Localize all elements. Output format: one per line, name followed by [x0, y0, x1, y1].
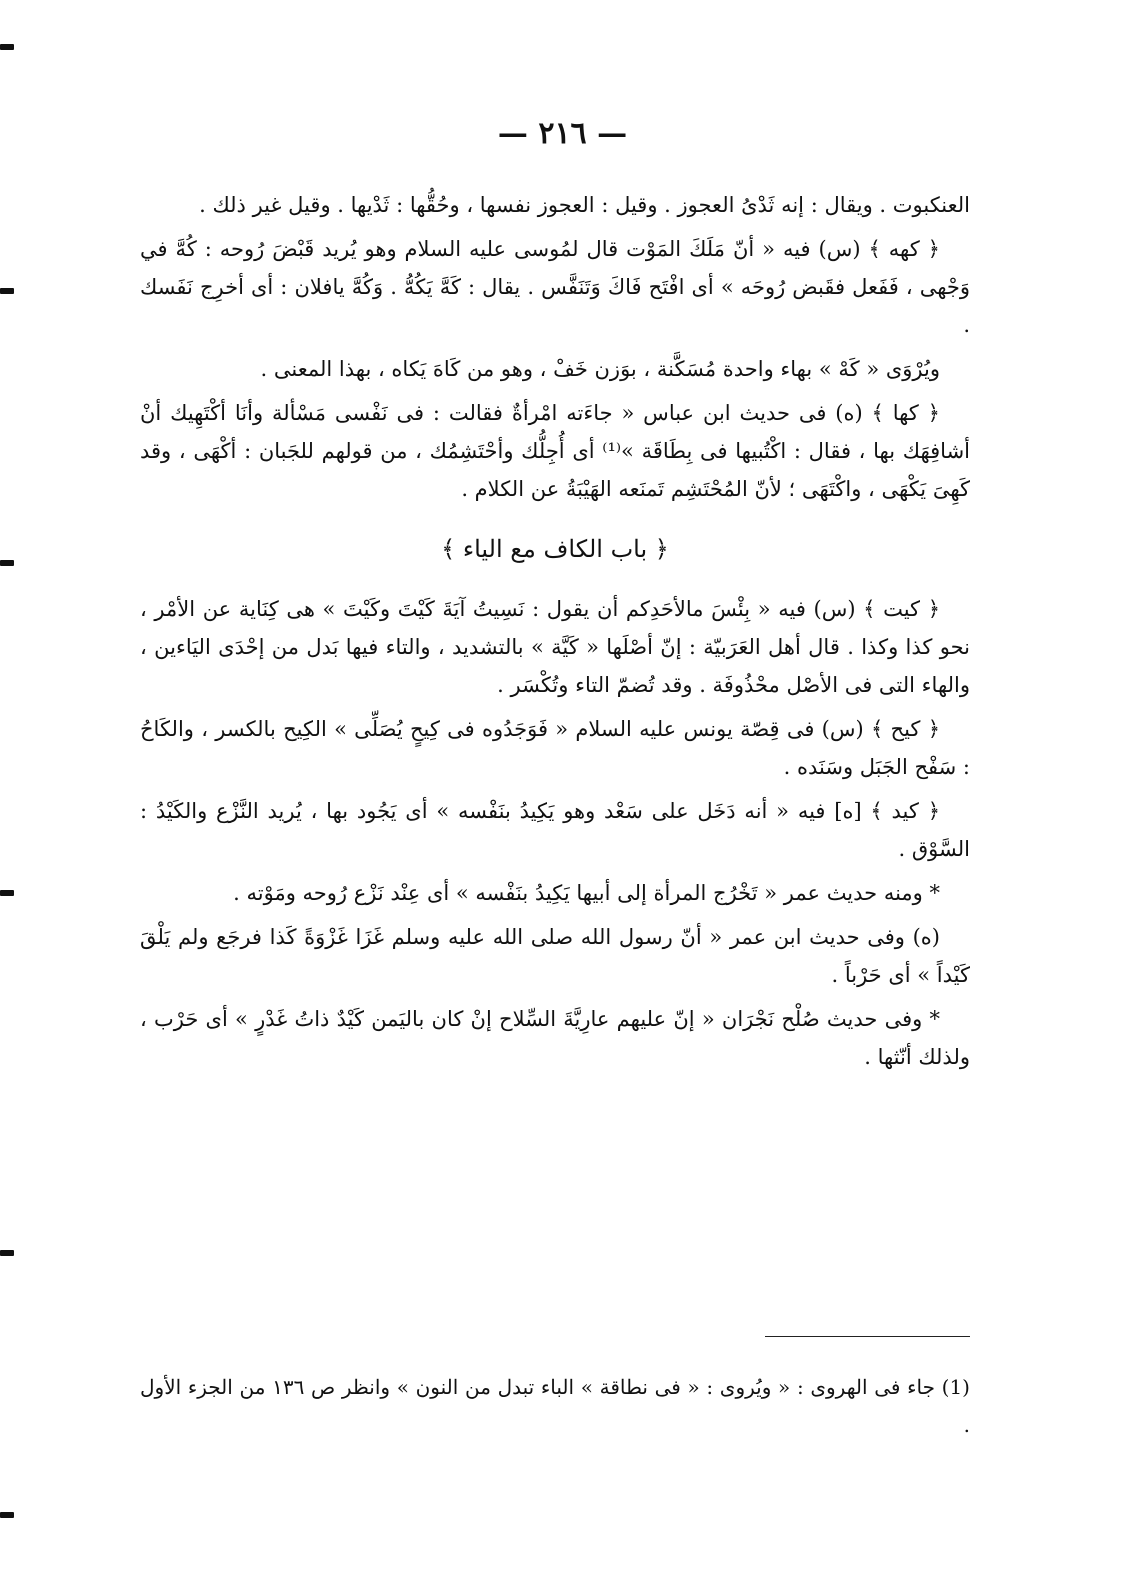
paragraph: ﴿ كيد ﴾ [ه] فيه « أنه دَخَل على سَعْد وهو يَكِيدُ بنَفْسه » أى يَجُود بها ، يُريد النَّزْع والكَيْدُ : السَّوْق .	[140, 799, 970, 861]
paragraph: ﴿ كها ﴾ (ه) فى حديث ابن عباس « جاءَته امْرأةٌ فقالت : فى نَفْسى مَسْألة وأنَا أكْتَهِيك أنْ أشافِهَك بها ، فقال : اكْتُبيها فى بِطَاقَة »⁽¹⁾ أى أُجِلُّك وأحْتَشِمُك ، من قولهم للجَبان : أكْهَى ، وقد كَهِىَ يَكْهَى ، واكْتَهَى ؛ لأنّ المُحْتَشِم تَمنَعه الهَيْبَةُ عن الكلام .	[140, 401, 970, 501]
paragraph: (ه) وفى حديث ابن عمر « أنّ رسول الله صلى الله عليه وسلم غَزَا غَزْوَةً كَذا فرجَع ولم يَلْقَ كَيْداً » أى حَرْباً .	[140, 925, 970, 987]
paragraph: ﴿ كهه ﴾ (س) فيه « أنّ مَلَكَ المَوْت قال لمُوسى عليه السلام وهو يُريد قَبْضَ رُوحه : كُهَّ في وَجْهى ، فَفَعل فقَبض رُوحَه » أى افْتَح فَاكَ وَتَنَفَّس . يقال : كَهَّ يَكُهُّ . وَكُهَّ يافلان : أى أخرِج نَفَسك .	[140, 237, 970, 337]
section-heading: ﴿ باب الكاف مع الياء ﴾	[441, 535, 669, 563]
main-text	[140, 186, 970, 1082]
scan-edge-mark	[0, 890, 14, 896]
scan-edge-mark	[0, 288, 14, 294]
scan-edge-mark	[0, 1250, 14, 1256]
footnote-divider	[765, 1336, 970, 1337]
paragraph: العنكبوت . ويقال : إنه ثَدْىُ العجوز . وقيل : العجوز نفسها ، وحُقُّها : ثَدْيها . وقيل غير ذلك .	[199, 193, 970, 217]
paragraph: ويُرْوَى « كَهْ » بهاء واحدة مُسَكَّنة ، بوَزن خَفْ ، وهو من كَاهَ يَكاه ، بهذا المعنى .	[260, 357, 940, 381]
scan-edge-mark	[0, 44, 14, 50]
paragraph: ﴿ كيح ﴾ (س) فى قِصّة يونس عليه السلام « فَوَجَدُوه فى كِيحٍ يُصَلِّى » الكِيح بالكسر ، والكَاحُ : سَفْح الجَبَل وسَنَده .	[140, 717, 970, 779]
paragraph: * ومنه حديث عمر « تَخْرُج المرأة إلى أبيها يَكِيدُ بنَفْسه » أى عِنْد نَزْع رُوحه ومَوْته .	[233, 881, 940, 905]
page-number: — ٢١٦ —	[497, 116, 628, 151]
scan-edge-mark	[0, 560, 14, 566]
paragraph: ﴿ كيت ﴾ (س) فيه « بِئْسَ مالأحَدِكم أن يقول : نَسِيتُ آيَةَ كَيْتَ وكَيْتَ » هى كِنَاية عن الأمْر ، نحو كذا وكذا . قال أهل العَرَبيّة : إنّ أصْلَها « كَيَّة » بالتشديد ، والتاء فيها بَدل من إحْدَى اليَاءين ، والهاء التى فى الأصْل محْذُوفَة . وقد تُضمّ التاء وتُكْسَر .	[140, 597, 970, 697]
scan-edge-mark	[0, 1512, 14, 1518]
paragraph: * وفى حديث صُلْح نَجْرَان « إنّ عليهم عارِيَّةَ السِّلاح إنْ كان باليَمن كَيْدٌ ذاتُ غَدْرٍ » أى حَرْب ، ولذلك أنّثها .	[140, 1007, 970, 1069]
footnote: (1) جاء فى الهروى : « ويُروى : « فى نطاقة » الباء تبدل من النون » وانظر ص ١٣٦ من الجزء الأول .	[140, 1375, 970, 1437]
